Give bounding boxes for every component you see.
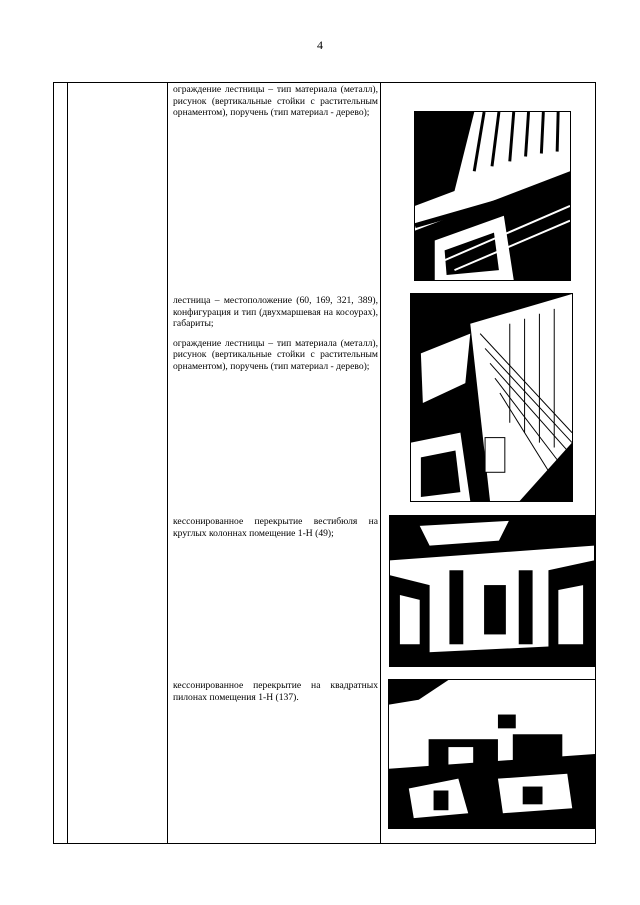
description-text: ограждение лестницы – тип материала (металл), рисунок (вертикальные стойки с растительным орнаментом), поручень (тип материал - дерево); — [173, 84, 378, 118]
table-row — [173, 680, 378, 711]
photo-staircase — [410, 293, 573, 502]
table-row — [173, 295, 378, 380]
photo-stair-railing — [414, 111, 571, 281]
description-text: ограждение лестницы – тип материала (металл), рисунок (вертикальные стойки с растительным орнаментом), поручень (тип материал - дерево); — [173, 337, 378, 372]
table-column-divider — [167, 83, 168, 843]
description-text: лестница – местоположение (60, 169, 321, 389), конфигурация и тип (двухмаршевая на косоурах), габариты; — [173, 295, 378, 329]
photo-coffered-ceiling — [388, 679, 596, 829]
page-number: 4 — [317, 38, 323, 52]
document-table — [53, 82, 596, 844]
table-column-divider — [67, 83, 68, 843]
description-text: кессонированное перекрытие на квадратных пилонах помещения 1-Н (137). — [173, 680, 378, 703]
photo-vestibule — [389, 515, 595, 667]
table-row — [173, 516, 378, 547]
table-column-divider — [380, 83, 381, 843]
table-row — [173, 84, 378, 127]
description-text: кессонированное перекрытие вестибюля на круглых колоннах помещение 1-Н (49); — [173, 516, 378, 539]
